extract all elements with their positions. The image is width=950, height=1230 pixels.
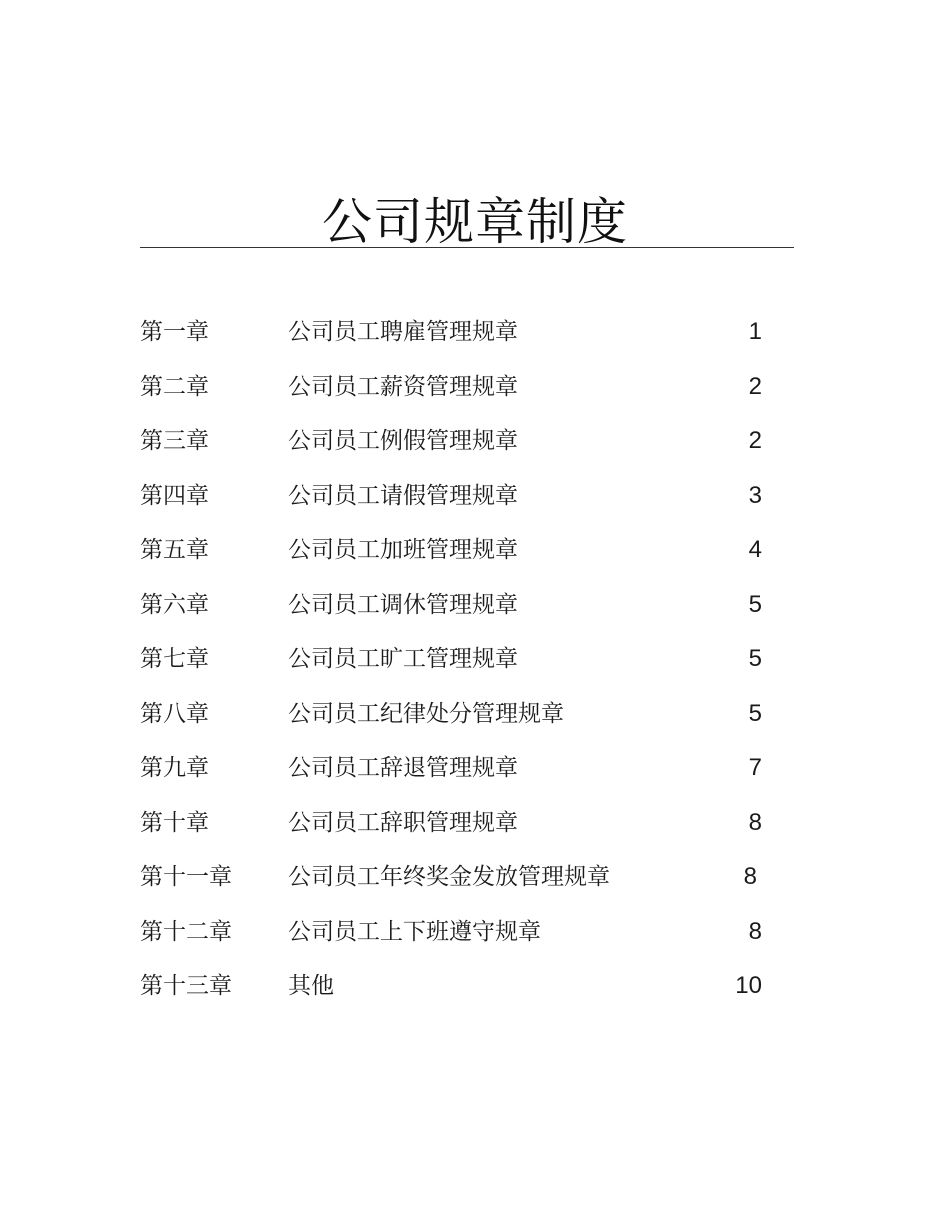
toc-row [0,905,950,960]
toc-chapter-number: 第七章 [140,646,209,672]
toc-entry-title: 公司员工薪资管理规章 [288,373,518,400]
toc-chapter-number: 第十章 [140,809,209,836]
toc-row [0,741,950,796]
toc-chapter-number: 第三章 [140,428,209,454]
toc-page-number: 1 [748,318,762,345]
toc-page-number: 2 [748,427,762,454]
toc-row [0,796,950,851]
toc-entry-title: 公司员工聘雇管理规章 [288,319,518,345]
toc-page-number: 10 [735,972,762,999]
toc-row [0,850,950,905]
toc-page-number: 8 [743,863,757,890]
toc-page-number: 5 [748,645,762,672]
toc-entry-title: 公司员工年终奖金发放管理规章 [288,864,610,890]
toc-chapter-number: 第十二章 [140,918,232,945]
toc-page-number: 8 [748,808,762,836]
toc-page-number: 4 [748,536,762,563]
toc-page-number: 5 [748,590,762,618]
toc-entry-title: 公司员工辞退管理规章 [288,755,518,781]
toc-entry-title: 公司员工辞职管理规章 [288,809,518,836]
toc-entry-title: 公司员工上下班遵守规章 [288,918,541,945]
toc-row [0,959,950,1014]
toc-page-number: 7 [748,754,762,781]
toc-entry-title: 公司员工纪律处分管理规章 [288,700,564,727]
toc-chapter-number: 第八章 [140,700,209,727]
toc-row [0,414,950,469]
toc-chapter-number: 第四章 [140,482,209,509]
toc-chapter-number: 第五章 [140,537,209,563]
toc-chapter-number: 第九章 [140,755,209,781]
toc-row [0,687,950,742]
toc-row [0,578,950,633]
toc-chapter-number: 第六章 [140,591,209,618]
toc-entry-title: 公司员工例假管理规章 [288,428,518,454]
toc-chapter-number: 第十三章 [140,973,232,999]
toc-entry-title: 其他 [288,973,334,999]
toc-page-number: 2 [748,372,762,400]
toc-page-number: 5 [748,699,762,727]
toc-row [0,469,950,524]
title-underline [140,247,794,248]
table-of-contents [0,305,950,1014]
toc-page-number: 3 [748,481,762,509]
toc-chapter-number: 第一章 [140,319,209,345]
toc-chapter-number: 第十一章 [140,864,232,890]
toc-chapter-number: 第二章 [140,373,209,400]
toc-page-number: 8 [748,917,762,945]
toc-entry-title: 公司员工加班管理规章 [288,537,518,563]
toc-entry-title: 公司员工调休管理规章 [288,591,518,618]
toc-entry-title: 公司员工旷工管理规章 [288,646,518,672]
document-title: 公司规章制度 [322,193,628,251]
toc-row [0,305,950,360]
toc-row [0,360,950,415]
toc-entry-title: 公司员工请假管理规章 [288,482,518,509]
toc-row [0,523,950,578]
toc-row [0,632,950,687]
